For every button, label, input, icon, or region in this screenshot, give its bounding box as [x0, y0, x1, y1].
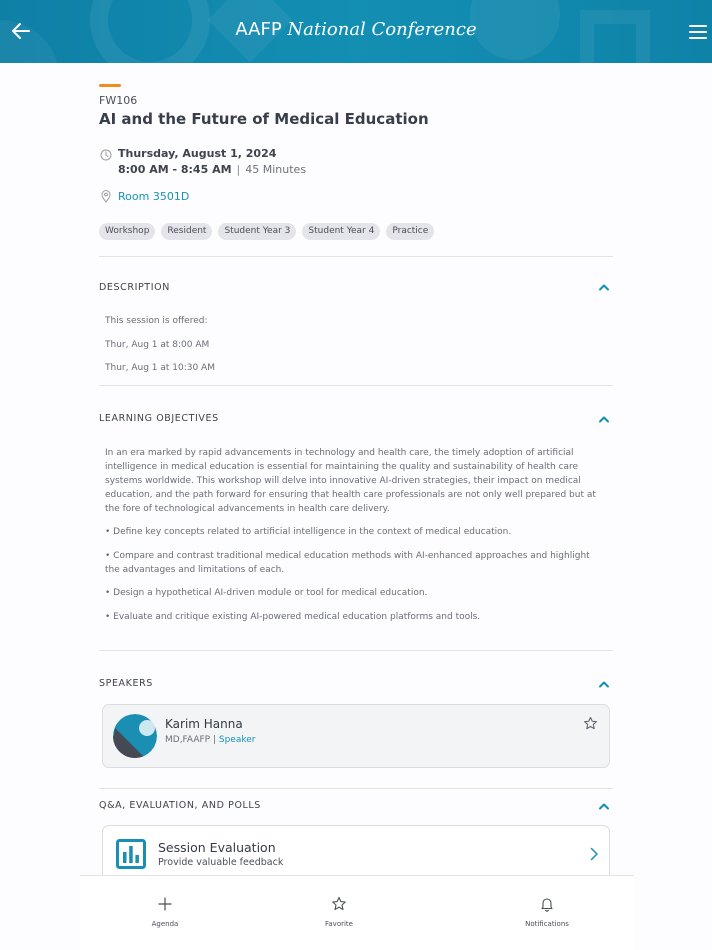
speaker-separator: | [212, 735, 216, 745]
speaker-role: Speaker [218, 735, 256, 745]
plus-icon [157, 896, 173, 912]
description-heading[interactable]: DESCRIPTION [99, 282, 170, 293]
speaker-card[interactable] [102, 704, 610, 768]
session-title: AI and the Future of Medical Education [99, 110, 429, 128]
evaluation-title: Session Evaluation [158, 840, 276, 855]
tag: Student Year 4 [302, 223, 380, 240]
description-line: This session is offered: [105, 316, 208, 326]
star-icon [331, 896, 347, 912]
session-tags [99, 223, 434, 240]
session-time-row [118, 163, 306, 176]
speakers-heading[interactable]: SPEAKERS [99, 678, 153, 689]
location-pin-icon [101, 190, 111, 203]
nav-notifications[interactable] [507, 876, 587, 950]
description-line: Thur, Aug 1 at 8:00 AM [105, 340, 210, 350]
chevron-up-icon[interactable] [598, 802, 610, 810]
objective-bullet: • Evaluate and critique existing AI-powered medical education platforms and tools. [105, 612, 481, 622]
chevron-up-icon[interactable] [598, 680, 610, 688]
tag: Practice [386, 223, 434, 240]
clock-icon [100, 149, 112, 161]
description-line: Thur, Aug 1 at 10:30 AM [105, 363, 215, 373]
nav-favorite[interactable] [304, 876, 374, 950]
bell-icon [539, 896, 555, 912]
nav-label: Agenda [151, 920, 179, 928]
nav-agenda[interactable] [130, 876, 200, 950]
speaker-subtitle [165, 735, 255, 745]
favorite-star-icon[interactable] [583, 716, 598, 731]
session-code: FW106 [99, 94, 138, 107]
nav-label: Favorite [325, 920, 353, 928]
objective-bullet: • Compare and contrast traditional medical education methods with AI-enhanced approaches and highlight the advantages and limitations of each. [105, 551, 590, 575]
tag: Student Year 3 [218, 223, 296, 240]
time-separator: | [236, 163, 241, 176]
bottom-navigation [80, 875, 634, 950]
tag: Workshop [99, 223, 155, 240]
chevron-right-icon [589, 847, 599, 861]
app-header [0, 0, 712, 63]
session-time: 8:00 AM - 8:45 AM [118, 163, 232, 176]
qa-heading[interactable]: Q&A, EVALUATION, AND POLLS [99, 800, 261, 811]
objective-bullet: • Design a hypothetical AI-driven module or tool for medical education. [105, 588, 428, 598]
hamburger-menu-icon[interactable] [688, 22, 708, 42]
divider [99, 385, 613, 386]
app-title [0, 19, 712, 40]
speaker-name[interactable]: Karim Hanna [165, 717, 243, 731]
evaluation-subtitle: Provide valuable feedback [158, 857, 284, 868]
nav-label: Notifications [525, 920, 569, 928]
bar-chart-icon [116, 839, 146, 869]
speaker-credentials: MD,FAAFP [165, 735, 211, 745]
chevron-up-icon[interactable] [598, 415, 610, 423]
objectives-heading[interactable]: LEARNING OBJECTIVES [99, 413, 219, 424]
chevron-up-icon[interactable] [598, 283, 610, 291]
divider [99, 788, 613, 789]
session-duration: 45 Minutes [245, 163, 307, 176]
app-title-script: National Conference [287, 19, 477, 40]
accent-bar [99, 84, 121, 87]
divider [99, 650, 613, 651]
session-room-link[interactable]: Room 3501D [118, 190, 190, 203]
session-date: Thursday, August 1, 2024 [118, 147, 277, 160]
tag: Resident [161, 223, 212, 240]
objective-bullet: • Define key concepts related to artificial intelligence in the context of medical education. [105, 527, 512, 537]
speaker-avatar [113, 714, 157, 758]
divider [99, 256, 613, 257]
app-title-main: AAFP [235, 19, 282, 40]
objectives-intro: In an era marked by rapid advancements in technology and health care, the timely adoption of artificial intelligence in medical education is essential for maintaining the quality and sustainability of health care systems worldwide. This workshop will delve into innovative AI-driven strategies, their impact on medical education, and the path forward for ensuring that health care professionals are not only well prepared but at the fore of technological advancements in health care delivery. [105, 448, 596, 514]
